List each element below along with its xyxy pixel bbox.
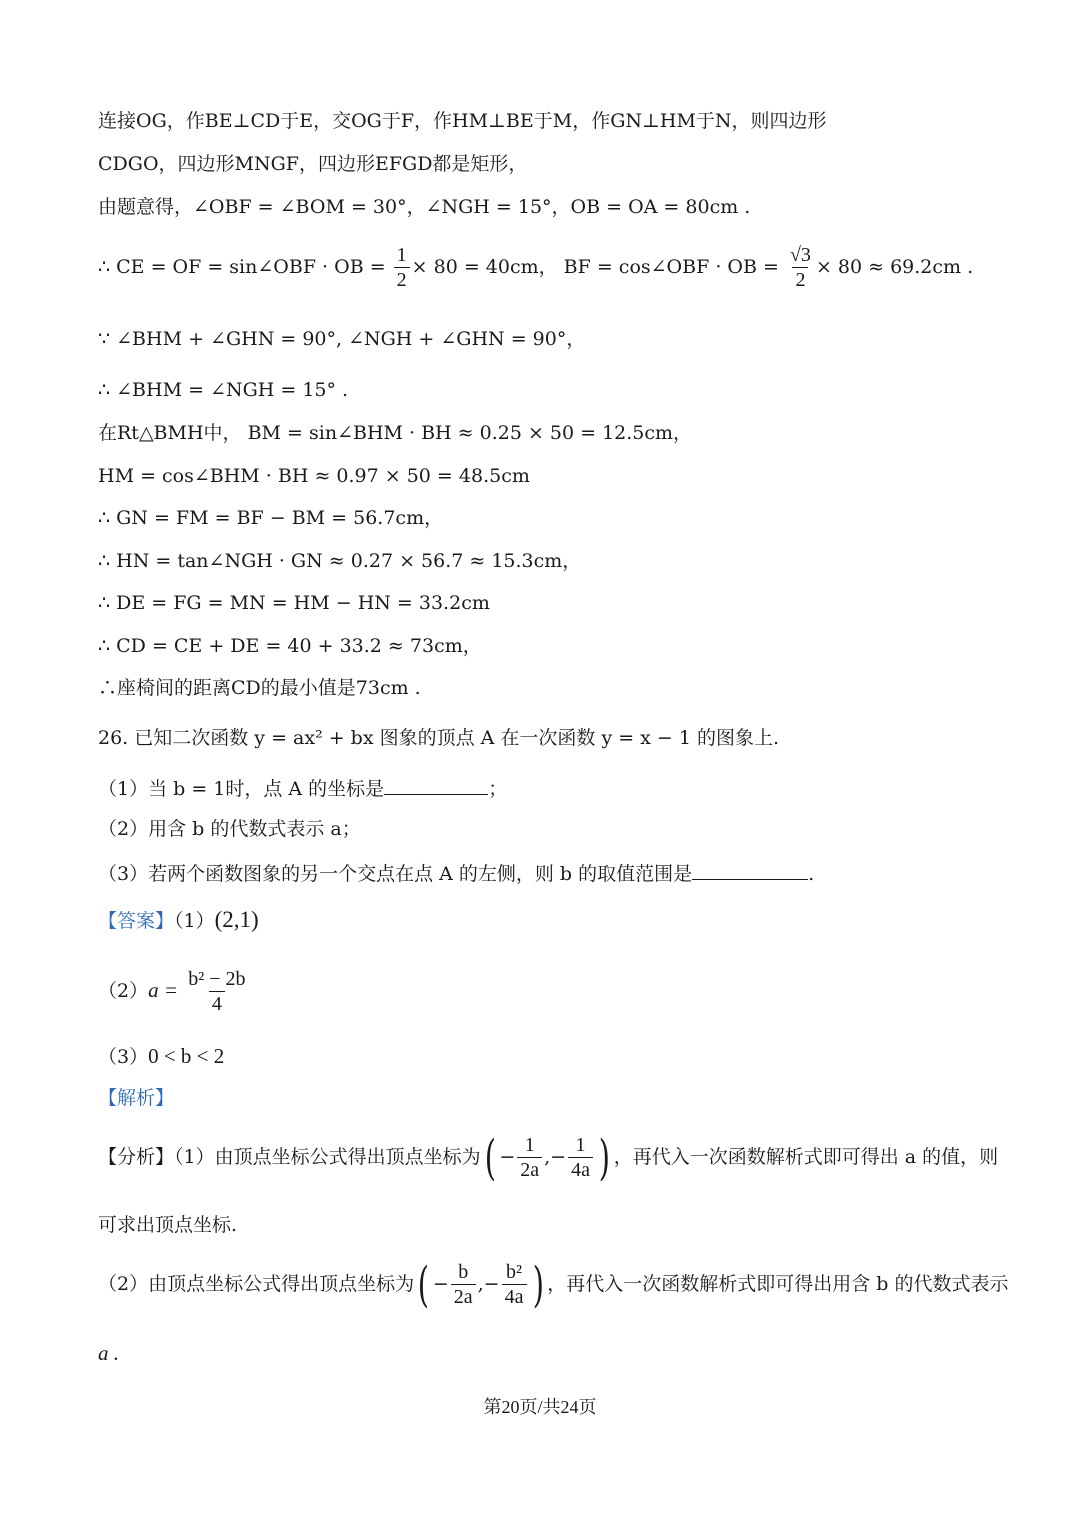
solution-line-6: ∴ ∠BHM = ∠NGH = 15° . bbox=[98, 379, 349, 401]
question-26-part-3 bbox=[98, 863, 814, 884]
solution-line-5: ∵ ∠BHM + ∠GHN = 90°, ∠NGH + ∠GHN = 90°， bbox=[98, 328, 586, 350]
analysis-p2-tail: ，再代入一次函数解析式即可得出用含 b 的代数式表示 bbox=[547, 1273, 1009, 1295]
answer-2-lhs: a = bbox=[148, 978, 184, 1002]
frac-den: 2 bbox=[792, 267, 808, 292]
answer-1-value: (2,1) bbox=[214, 907, 259, 932]
question-26-part-1 bbox=[98, 778, 507, 799]
answer-part-2 bbox=[98, 968, 251, 1016]
answer-part-1 bbox=[98, 908, 259, 931]
frac-num: b² bbox=[506, 1261, 523, 1283]
analysis-p2-head: （2）由顶点坐标公式得出顶点坐标为 bbox=[98, 1273, 415, 1295]
analysis-para-1-cont: 可求出顶点坐标. bbox=[98, 1214, 238, 1236]
fraction-neg-1-over-2a bbox=[517, 1134, 542, 1182]
fraction-neg-1-over-4a bbox=[568, 1134, 593, 1182]
solution-line-3: 由题意得，∠OBF = ∠BOM = 30°，∠NGH = 15°，OB = OA = 80cm . bbox=[98, 196, 751, 218]
fraction-answer-2 bbox=[185, 968, 248, 1016]
frac-num: b bbox=[458, 1261, 469, 1283]
analysis-tag: 【解析】 bbox=[98, 1087, 175, 1109]
frac-num: 1 bbox=[575, 1134, 586, 1156]
left-paren: ( bbox=[484, 1130, 496, 1186]
frac-den: 4 bbox=[209, 991, 225, 1016]
frac-num: b² − 2b bbox=[188, 968, 246, 990]
frac-den: 4a bbox=[568, 1157, 593, 1182]
answer-part-3 bbox=[98, 1046, 224, 1067]
frac-den: 4a bbox=[502, 1284, 527, 1309]
solution-line-12: ∴ CD = CE + DE = 40 + 33.2 ≈ 73cm， bbox=[98, 635, 482, 657]
answer-3-value: 0 < b < 2 bbox=[148, 1044, 225, 1068]
page-footer: 第20页/共24页 bbox=[483, 1397, 597, 1417]
analysis-p1-tail: ，再代入一次函数解析式即可得出 a 的值，则 bbox=[613, 1146, 999, 1168]
solution-line-2: CDGO，四边形MNGF，四边形EFGD都是矩形， bbox=[98, 153, 528, 175]
solution-line-9: ∴ GN = FM = BF − BM = 56.7cm， bbox=[98, 507, 444, 529]
q1-text: （1）当 b = 1时，点 A 的坐标是 bbox=[98, 778, 385, 800]
analysis-para-2 bbox=[98, 1257, 1009, 1313]
solution-line-7: 在Rt△BMH中， BM = sin∠BHM · BH ≈ 0.25 × 50 = 12.5cm， bbox=[98, 422, 693, 444]
answer-tag: 【答案】 bbox=[98, 910, 175, 932]
analysis-para-2-cont: a . bbox=[98, 1341, 119, 1365]
answer-3-label: （3） bbox=[98, 1046, 149, 1068]
right-paren: ) bbox=[598, 1130, 610, 1186]
minus-sign: − bbox=[432, 1273, 449, 1295]
comma-minus: ,− bbox=[544, 1146, 567, 1168]
comma-minus: ,− bbox=[477, 1273, 500, 1295]
frac-den: 2a bbox=[517, 1157, 542, 1182]
q3-text: （3）若两个函数图象的另一个交点在点 A 的左侧，则 b 的取值范围是 bbox=[98, 863, 693, 885]
answer-2-label: （2） bbox=[98, 980, 149, 1002]
answer-1-label: （1） bbox=[174, 910, 215, 932]
analysis-head: 【分析】（1）由顶点坐标公式得出顶点坐标为 bbox=[98, 1146, 481, 1168]
question-26-part-2: （2）用含 b 的代数式表示 a； bbox=[98, 818, 361, 840]
minus-sign: − bbox=[499, 1146, 516, 1168]
answer-blank-1 bbox=[384, 778, 488, 795]
line4-part-a: ∴ CE = OF = sin∠OBF · OB = bbox=[98, 256, 392, 278]
frac-num: √3 bbox=[789, 244, 811, 266]
solution-line-8: HM = cos∠BHM · BH ≈ 0.97 × 50 = 48.5cm bbox=[98, 465, 530, 487]
fraction-sqrt3-half bbox=[787, 244, 814, 292]
q1-end: ； bbox=[488, 778, 508, 800]
fraction-neg-b-over-2a bbox=[451, 1261, 476, 1309]
fraction-one-half bbox=[394, 244, 410, 292]
frac-num: 1 bbox=[524, 1134, 535, 1156]
right-paren: ) bbox=[532, 1257, 544, 1313]
fraction-neg-b2-over-4a bbox=[502, 1261, 527, 1309]
answer-blank-3 bbox=[692, 863, 808, 880]
left-paren: ( bbox=[417, 1257, 430, 1313]
frac-num: 1 bbox=[396, 244, 407, 266]
line4-part-c: × 80 ≈ 69.2cm . bbox=[815, 256, 974, 278]
frac-den: 2a bbox=[451, 1284, 476, 1309]
solution-line-10: ∴ HN = tan∠NGH · GN ≈ 0.27 × 56.7 ≈ 15.3cm， bbox=[98, 550, 582, 572]
question-26: 26. 已知二次函数 y = ax² + bx 图象的顶点 A 在一次函数 y = x − 1 的图象上. bbox=[98, 727, 780, 749]
q3-end: . bbox=[808, 863, 815, 885]
line4-part-b: × 80 = 40cm， BF = cos∠OBF · OB = bbox=[411, 256, 785, 278]
solution-line-11: ∴ DE = FG = MN = HM − HN = 33.2cm bbox=[98, 592, 490, 614]
frac-den: 2 bbox=[394, 267, 410, 292]
solution-line-1: 连接OG，作BE⊥CD于E，交OG于F，作HM⊥BE于M，作GN⊥HM于N，则四边形 bbox=[98, 110, 827, 132]
analysis-para-1 bbox=[98, 1130, 999, 1186]
solution-line-13: ∴座椅间的距离CD的最小值是73cm . bbox=[98, 677, 421, 699]
solution-line-4 bbox=[98, 244, 973, 292]
